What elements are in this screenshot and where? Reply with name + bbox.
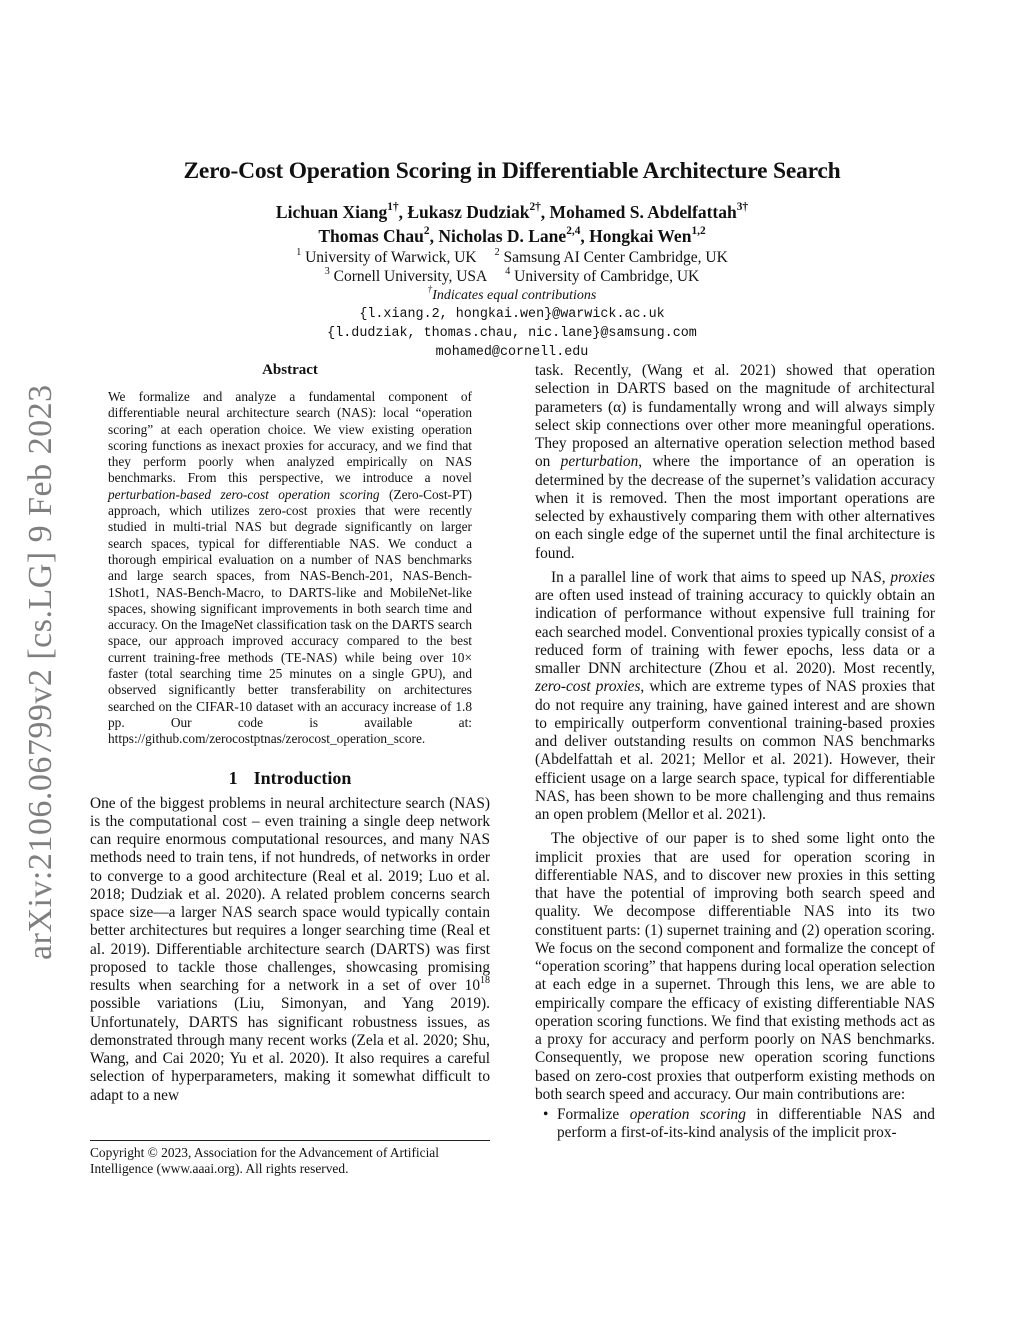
intro-paragraph-2: In a parallel line of work that aims to speed up NAS, proxies are often used instead of training accuracy to quickly obtain an indication of performance without expensive full training for each searched model. Conventional proxies typically consist of a reduced form of training with fewer epochs, less data or a smaller DNN architecture (Zhou et al. 2020). Most recently, zero-cost proxies, which are extreme types of NAS proxies that do not require any training, have gained interest and are shown to empirically outperform conventional training-based proxies and deliver outstanding results on common NAS benchmarks (Abdelfattah et al. 2021; Mellor et al. 2021). However, their efficient usage on a large search space, typical for differentiable NAS, has been shown to be more challenging and thus remains an open problem (Mellor et al. 2021). <box>535 568 935 823</box>
affiliation-2: Samsung AI Center Cambridge, UK <box>503 249 728 266</box>
affiliation-line-2: $^3$ Cornell University, USA $^4$ University of Cambridge, UK <box>324 265 700 285</box>
contribution-bullet-1: • Formalize operation scoring in differentiable NAS and perform a first-of-its-kind analysis of the implicit prox- <box>543 1106 935 1142</box>
affiliation-3: Cornell University, USA <box>333 268 488 285</box>
email-line-3: mohamed@cornell.edu <box>435 345 589 360</box>
paper-title: Zero-Cost Operation Scoring in Differentiable Architecture Search <box>183 158 841 184</box>
author-line-2: Thomas Chau$^2$, Nicholas D. Lane$^{2,4}$, Hongkai Wen$^{1,2}$ <box>318 225 706 246</box>
abstract-heading: Abstract <box>262 362 318 378</box>
equal-contribution-note: †Indicates equal contributions <box>427 284 597 303</box>
left-column <box>90 362 490 1105</box>
email-line-2: {l.dudziak, thomas.chau, nic.lane}@samsung.com <box>327 326 697 341</box>
author-list <box>90 200 934 248</box>
section-heading-introduction: 1 Introduction <box>228 767 352 788</box>
intro-paragraph-1: One of the biggest problems in neural architecture search (NAS) is the computational cost – even training a single deep network can require enormous computational resources, and many NAS methods need to train tens, if not hundreds, of networks in order to converge to a good architecture (Real et al. 2019; Luo et al. 2018; Dudziak et al. 2020). A related problem concerns search space size—a larger NAS search space would typically contain better architectures but requires a longer searching time (Real et al. 2019). Differentiable architecture search (DARTS) was first proposed to tackle those challenges, showcasing promising results when searching for a network in a set of over $10^{18}$ possible variations (Liu, Simonyan, and Yang 2019). Unfortunately, DARTS has significant robustness issues, as demonstrated through many recent works (Zela et al. 2020; Shu, Wang, and Cai 2020; Yu et al. 2020). It also requires a careful selection of hyperparameters, making it somewhat difficult to adapt to a new <box>90 794 490 1104</box>
affiliation-line-1: $^1$ University of Warwick, UK $^2$ Samsung AI Center Cambridge, UK <box>296 246 728 266</box>
intro-paragraph-3: The objective of our paper is to shed some light onto the implicit proxies that are used for operation scoring in differentiable NAS, and to discover new proxies in this setting that have the potential of improving both search speed and quality. We decompose differentiable NAS into its two constituent parts: (1) supernet training and (2) operation scoring. We focus on the second component and formalize the concept of “operation scoring” that happens during local operation selection at each edge in a supernet. Through this lens, we are able to empirically compare the efficacy of existing differentiable NAS operation scoring functions. We find that existing methods act as a proxy for accuracy and perform poorly on NAS benchmarks. Consequently, we propose new operation scoring functions based on zero-cost proxies that outperform existing methods on both search speed and accuracy. Our main contributions are: <box>535 830 935 1103</box>
abstract-text: We formalize and analyze a fundamental component of differentiable neural architecture search (NAS): local “operation scoring” at each operation choice. We view existing operation scoring functions as inexact proxies for accuracy, and we find that they perform poorly when analyzed empirically on NAS benchmarks. From this perspective, we introduce a novel perturbation-based zero-cost operation scoring (Zero-Cost-PT) approach, which utilizes zero-cost proxies that were recently studied in multi-trial NAS but degrade significantly on larger search spaces, typical for differentiable NAS. We conduct a thorough empirical evaluation on a number of NAS benchmarks and large search spaces, from NAS-Bench-201, NAS-Bench-1Shot1, NAS-Bench-Macro, to DARTS-like and MobileNet-like spaces, showing significant improvements in both search time and accuracy. On the ImageNet classification task on the DARTS search space, our approach improved accuracy compared to the best current training-free methods (TE-NAS) while being over 10× faster (total searching time 25 minutes on a single GPU), and observed significantly better transferability on architectures searched on the CIFAR-10 dataset with an accuracy increase of 1.8 pp. Our code is available at: https://github.com/zerocostptnas/zerocost_operation_score. <box>108 389 473 747</box>
email-line-1: {l.xiang.2, hongkai.wen}@warwick.ac.uk <box>359 307 665 322</box>
affiliation-1: University of Warwick, UK <box>305 249 477 266</box>
author-line-1: Lichuan Xiang$^{1\dagger}$, Łukasz Dudziak$^{2\dagger}$, Mohamed S. Abdelfattah$^{3\dagger}$ <box>275 201 749 222</box>
affiliations <box>90 248 934 362</box>
intro-paragraph-1-continued: task. Recently, (Wang et al. 2021) showed that operation selection in DARTS based on the magnitude of architectural parameters (α) is fundamentally wrong and will always simply select skip connections over other more meaningful operations. They proposed an alternative operation selection method based on perturbation, where the importance of an operation is determined by the decrease of the supernet’s validation accuracy when it is removed. Then the most important operations are selected by exhaustively comparing them with other alternatives on each single edge of the supernet until the final architecture is found. <box>535 362 936 562</box>
bullet-icon: • <box>543 1106 549 1123</box>
arxiv-stamp: arXiv:2106.06799v2 [cs.LG] 9 Feb 2023 <box>22 384 59 960</box>
right-column <box>535 362 935 1143</box>
affiliation-4: University of Cambridge, UK <box>514 268 700 285</box>
copyright-notice: Copyright © 2023, Association for the Advancement of Artificial Intelligence (www.aaai.org). All rights reserved. <box>90 1140 490 1177</box>
